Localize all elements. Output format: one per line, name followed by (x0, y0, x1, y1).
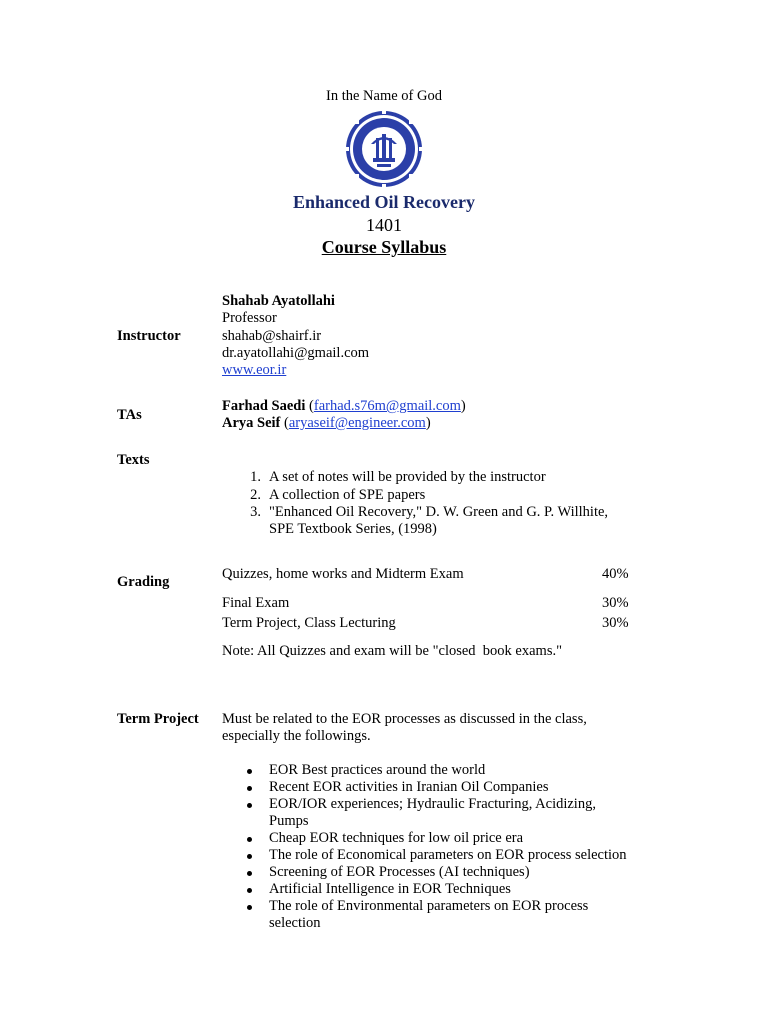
term-project-bullet: EOR/IOR experiences; Hydraulic Fracturing, Acidizing, (269, 796, 596, 812)
instructor-website-link[interactable]: www.eor.ir (222, 362, 287, 378)
course-title: Enhanced Oil Recovery (293, 192, 475, 212)
bullet-icon (247, 786, 252, 791)
ta-entry (222, 398, 466, 415)
tas-label: TAs (117, 407, 142, 423)
ta-email-link[interactable]: aryaseif@engineer.com (288, 415, 426, 431)
term-project-intro: Must be related to the EOR processes as discussed in the class, (222, 711, 587, 727)
term-project-bullet: EOR Best practices around the world (269, 762, 486, 778)
bullet-icon (247, 905, 252, 910)
grading-percent: 40% (602, 566, 629, 582)
term-project-bullet: The role of Economical parameters on EOR process selection (269, 847, 627, 863)
bullet-icon (247, 803, 252, 808)
bullet-icon (247, 854, 252, 859)
term-project-bullet-continuation: selection (269, 915, 321, 931)
texts-list-item (239, 469, 546, 486)
syllabus-heading: Course Syllabus (321, 237, 447, 257)
bullet-icon (247, 837, 252, 842)
texts-list-item-continuation: SPE Textbook Series, (1998) (269, 521, 437, 537)
grading-percent: 30% (602, 615, 629, 631)
instructor-email-primary: shahab@shairf.ir (222, 328, 322, 344)
instructor-email-secondary: dr.ayatollahi@gmail.com (222, 345, 370, 361)
ta-entry (222, 415, 431, 432)
ta-paren-open: ( (280, 415, 289, 431)
list-text: "Enhanced Oil Recovery," D. W. Green and G. P. Willhite, (269, 504, 609, 520)
term-project-label: Term Project (117, 711, 199, 727)
term-project-bullet-continuation: Pumps (269, 813, 309, 829)
grading-item: Final Exam (222, 595, 290, 611)
term-project-bullet: The role of Environmental parameters on EOR process (269, 898, 589, 914)
texts-label: Texts (117, 452, 150, 468)
grading-percent: 30% (602, 595, 629, 611)
ta-name: Arya Seif (222, 415, 281, 431)
list-text: A collection of SPE papers (269, 487, 426, 503)
list-number: 3. (250, 504, 261, 520)
grading-label: Grading (117, 574, 170, 590)
term-project-bullet: Cheap EOR techniques for low oil price era (269, 830, 524, 846)
term-project-bullet: Screening of EOR Processes (AI techniques) (269, 864, 530, 880)
term-project-intro-cont: especially the followings. (222, 728, 371, 744)
grading-item: Quizzes, home works and Midterm Exam (222, 566, 464, 582)
list-number: 1. (250, 469, 261, 485)
ta-email-link[interactable]: farhad.s76m@gmail.com (313, 398, 461, 414)
texts-list-item (239, 487, 425, 504)
instructor-name: Shahab Ayatollahi (222, 293, 335, 309)
bullet-icon (247, 769, 252, 774)
instructor-label: Instructor (117, 328, 181, 344)
ta-paren-open: ( (305, 398, 314, 414)
university-logo-icon (343, 108, 425, 190)
invocation-text: In the Name of God (326, 88, 442, 104)
ta-paren-close: ) (425, 415, 431, 431)
term-project-bullet: Recent EOR activities in Iranian Oil Companies (269, 779, 549, 795)
texts-list-item (239, 504, 608, 521)
ta-paren-close: ) (460, 398, 466, 414)
bullet-icon (247, 871, 252, 876)
grading-note: Note: All Quizzes and exam will be "closed book exams." (222, 643, 563, 659)
list-text: A set of notes will be provided by the instructor (269, 469, 546, 485)
course-year: 1401 (366, 215, 402, 235)
grading-item: Term Project, Class Lecturing (222, 615, 396, 631)
term-project-bullet: Artificial Intelligence in EOR Techniques (269, 881, 511, 897)
bullet-icon (247, 888, 252, 893)
list-number: 2. (250, 487, 261, 503)
syllabus-heading-wrap (0, 236, 768, 258)
ta-name: Farhad Saedi (222, 398, 306, 414)
instructor-title: Professor (222, 310, 277, 326)
